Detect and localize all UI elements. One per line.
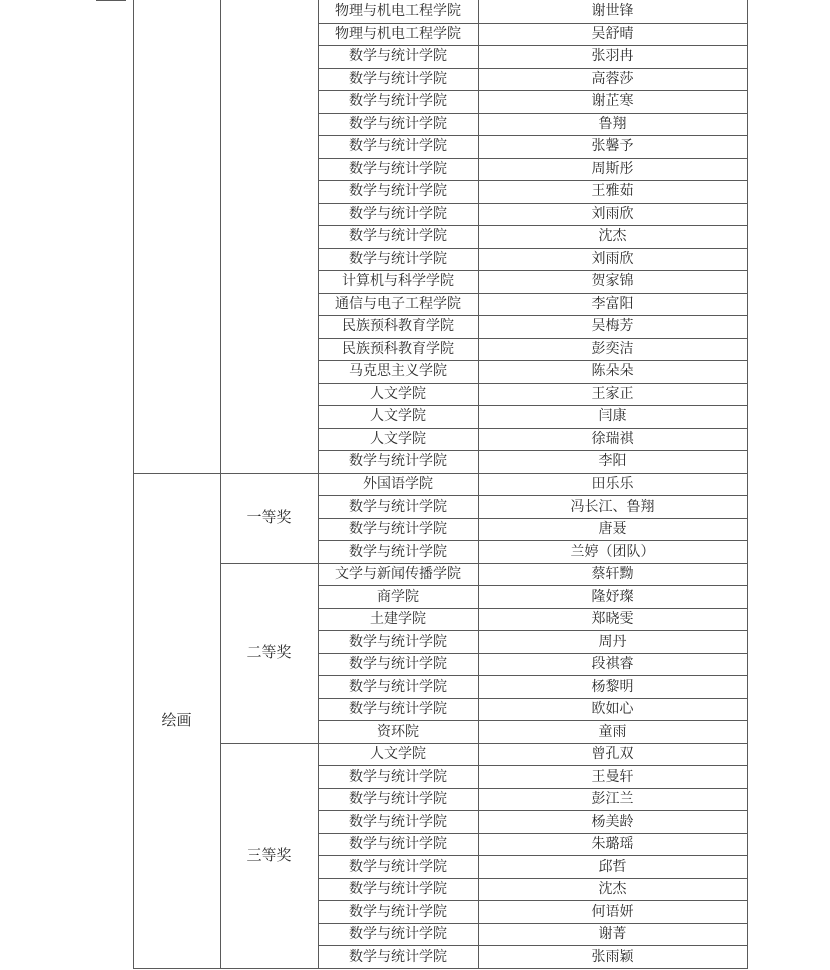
- college-cell: 数学与统计学院: [349, 70, 447, 87]
- winner-name-cell: 陈朵朵: [591, 363, 634, 380]
- winner-name-cell: 杨美龄: [591, 813, 634, 830]
- college-cell: 数学与统计学院: [349, 115, 447, 132]
- bottom-border: [133, 968, 221, 969]
- college-cell: 物理与机电工程学院: [335, 3, 461, 20]
- winner-name-cell: 何语妍: [591, 903, 634, 920]
- winner-name-cell: 张羽冉: [591, 48, 634, 65]
- column-border-4: [747, 0, 748, 969]
- college-cell: 人文学院: [370, 408, 426, 425]
- winner-name-cell: 杨黎明: [591, 678, 634, 695]
- college-cell: 数学与统计学院: [349, 205, 447, 222]
- college-cell: 文学与新闻传播学院: [335, 566, 461, 583]
- college-cell: 数学与统计学院: [349, 948, 447, 965]
- winner-name-cell: 李富阳: [591, 295, 634, 312]
- category-cell: 绘画: [161, 710, 192, 729]
- winner-name-cell: 刘雨欣: [591, 250, 634, 267]
- college-cell: 数学与统计学院: [349, 498, 447, 515]
- winner-name-cell: 兰婷（团队）: [570, 543, 655, 560]
- college-cell: 数学与统计学院: [349, 453, 447, 470]
- college-cell: 通信与电子工程学院: [335, 295, 461, 312]
- winner-name-cell: 彭奕洁: [591, 340, 634, 357]
- winner-name-cell: 王曼轩: [591, 768, 634, 785]
- winner-name-cell: 周斯彤: [591, 160, 634, 177]
- winner-name-cell: 吴梅芳: [591, 318, 634, 335]
- winner-name-cell: 曾孔双: [591, 746, 634, 763]
- winner-name-cell: 邱哲: [598, 858, 627, 875]
- college-cell: 数学与统计学院: [349, 250, 447, 267]
- winner-name-cell: 鲁翔: [598, 115, 627, 132]
- winner-name-cell: 朱璐瑶: [591, 836, 634, 853]
- winner-name-cell: 郑晓雯: [591, 611, 634, 628]
- college-cell: 数学与统计学院: [349, 926, 447, 943]
- college-cell: 外国语学院: [363, 475, 433, 492]
- top-left-fragment-line: [96, 0, 126, 1]
- prize-level-cell: 一等奖: [246, 508, 292, 527]
- winner-name-cell: 童雨: [598, 723, 627, 740]
- winner-name-cell: 蔡轩黝: [591, 566, 634, 583]
- winner-name-cell: 谢世锋: [591, 3, 634, 20]
- college-cell: 数学与统计学院: [349, 93, 447, 110]
- winner-name-cell: 王家正: [591, 385, 634, 402]
- winner-name-cell: 唐聂: [598, 521, 627, 538]
- prize-level-cell: 二等奖: [246, 643, 292, 662]
- college-cell: 数学与统计学院: [349, 138, 447, 155]
- college-cell: 数学与统计学院: [349, 633, 447, 650]
- college-cell: 数学与统计学院: [349, 48, 447, 65]
- winner-name-cell: 欧如心: [591, 701, 634, 718]
- winner-name-cell: 李阳: [598, 453, 627, 470]
- winner-name-cell: 张雨颖: [591, 948, 634, 965]
- college-cell: 人文学院: [370, 385, 426, 402]
- college-cell: 民族预科教育学院: [342, 318, 454, 335]
- winner-name-cell: 刘雨欣: [591, 205, 634, 222]
- prize-level-cell: 三等奖: [246, 845, 292, 864]
- winner-name-cell: 彭江兰: [591, 791, 634, 808]
- college-cell: 数学与统计学院: [349, 521, 447, 538]
- college-cell: 数学与统计学院: [349, 160, 447, 177]
- college-cell: 数学与统计学院: [349, 701, 447, 718]
- college-cell: 数学与统计学院: [349, 656, 447, 673]
- winner-name-cell: 沈杰: [598, 881, 627, 898]
- winner-name-cell: 王雅茹: [591, 183, 634, 200]
- winner-name-cell: 高蓉莎: [591, 70, 634, 87]
- college-cell: 数学与统计学院: [349, 768, 447, 785]
- college-cell: 计算机与科学学院: [342, 273, 454, 290]
- college-cell: 数学与统计学院: [349, 543, 447, 560]
- college-cell: 土建学院: [370, 611, 426, 628]
- winner-name-cell: 吴舒晴: [591, 25, 634, 42]
- college-cell: 数学与统计学院: [349, 858, 447, 875]
- college-cell: 数学与统计学院: [349, 228, 447, 245]
- winner-name-cell: 谢菁: [598, 926, 627, 943]
- winner-name-cell: 闫康: [598, 408, 627, 425]
- winner-name-cell: 徐瑞祺: [591, 430, 634, 447]
- winner-name-cell: 沈杰: [598, 228, 627, 245]
- college-cell: 数学与统计学院: [349, 813, 447, 830]
- college-cell: 物理与机电工程学院: [335, 25, 461, 42]
- college-cell: 人文学院: [370, 430, 426, 447]
- winner-name-cell: 周丹: [598, 633, 627, 650]
- college-cell: 数学与统计学院: [349, 903, 447, 920]
- college-cell: 资环院: [377, 723, 419, 740]
- college-cell: 数学与统计学院: [349, 791, 447, 808]
- college-cell: 数学与统计学院: [349, 881, 447, 898]
- winner-name-cell: 冯长江、鲁翔: [570, 498, 655, 515]
- college-cell: 商学院: [377, 588, 419, 605]
- college-cell: 数学与统计学院: [349, 183, 447, 200]
- college-cell: 马克思主义学院: [349, 363, 447, 380]
- college-cell: 人文学院: [370, 746, 426, 763]
- winner-name-cell: 段祺睿: [591, 656, 634, 673]
- college-cell: 数学与统计学院: [349, 836, 447, 853]
- winner-name-cell: 田乐乐: [591, 475, 634, 492]
- prize-group-divider: [220, 968, 319, 969]
- row-divider: [318, 968, 748, 969]
- winner-name-cell: 隆妤璨: [591, 588, 634, 605]
- college-cell: 数学与统计学院: [349, 678, 447, 695]
- winner-name-cell: 谢芷寒: [591, 93, 634, 110]
- college-cell: 民族预科教育学院: [342, 340, 454, 357]
- winner-name-cell: 张馨予: [591, 138, 634, 155]
- winner-name-cell: 贺家锦: [591, 273, 634, 290]
